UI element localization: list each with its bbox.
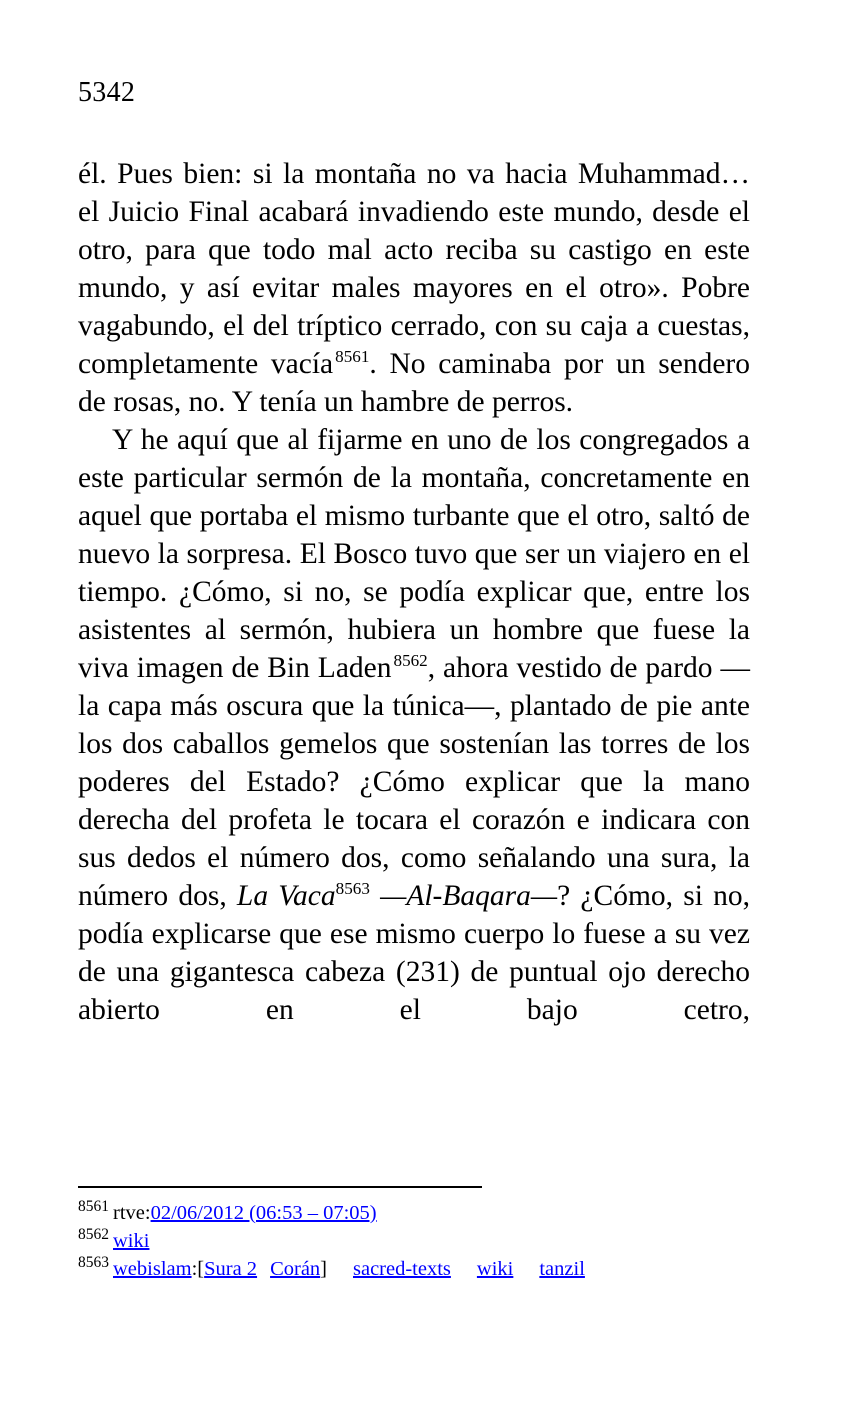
paragraph-2-text-part-4: ? ¿Cómo, si no, podía explicarse que ese mismo cuerpo lo fuese a su vez de una gigantesca cabeza (231) de puntual ojo derecho abierto en el bajo cetro,	[78, 880, 751, 1026]
footnote-area	[78, 1186, 778, 1284]
paragraph-1-text-part-1: él. Pues bien: si la montaña no va hacia Muhammad… el Juicio Final acabará invadiendo este mundo, desde el otro, para que todo mal acto reciba su castigo en este mundo, y así evitar males mayores en el otro». Pobre vagabundo, el del tríptico cerrado, con su caja a cuestas, completamente vacía	[78, 158, 750, 380]
footnote-reference-8562[interactable]: 8562	[393, 651, 428, 671]
footnote-number-8561: 8561	[78, 1198, 109, 1216]
paragraph-1	[78, 155, 750, 421]
work-title-al-baqara: —Al-Baqara—	[380, 880, 558, 912]
footnote-reference-8561[interactable]: 8561	[335, 347, 370, 367]
footnote-8563-open-bracket: :[	[191, 1258, 205, 1280]
page-number: 5342	[78, 77, 136, 108]
work-title-la-vaca: La Vaca	[236, 880, 336, 912]
footnote-separator-rule	[78, 1186, 482, 1188]
footnote-reference-8563[interactable]: 8563	[335, 879, 370, 899]
footnote-8563-link-sacred-texts[interactable]: sacred-texts	[353, 1258, 451, 1280]
footnote-8561-prefix: rtve:	[113, 1202, 151, 1224]
paragraph-2	[78, 421, 750, 1029]
footnote-8563-link-tanzil[interactable]: tanzil	[539, 1258, 585, 1280]
page-body-text	[78, 155, 750, 1029]
footnote-8563-link-sura-2[interactable]: Sura 2	[204, 1258, 258, 1280]
footnote-8563-close-bracket: ]	[320, 1258, 327, 1280]
paragraph-2-text-part-1: Y he aquí que al fijarme en uno de los congregados a este particular sermón de la montaña, concretamente en aquel que portaba el mismo turbante que el otro, saltó de nuevo la sorpresa. El Bosco tuvo que ser un viajero en el tiempo. ¿Cómo, si no, se podía explicar que, entre los asistentes al sermón, hubiera un hombre que fuese la viva imagen de Bin Laden	[78, 424, 750, 684]
footnote-number-8563: 8563	[78, 1254, 109, 1272]
footnote-8562	[78, 1228, 778, 1255]
footnote-number-8562: 8562	[78, 1226, 109, 1244]
footnote-8563-link-wiki[interactable]: wiki	[476, 1258, 514, 1280]
footnote-8561	[78, 1200, 778, 1227]
footnote-8563	[78, 1256, 778, 1283]
footnote-8563-link-webislam[interactable]: webislam	[113, 1258, 192, 1280]
footnote-8563-link-coran[interactable]: Corán	[270, 1258, 321, 1280]
paragraph-1-text-part-2: . No caminaba por un sendero de rosas, no. Y tenía un hambre de perros.	[78, 348, 750, 418]
footnote-8562-link-wiki[interactable]: wiki	[113, 1230, 150, 1252]
paragraph-2-text-part-3	[370, 880, 380, 912]
footnote-8561-link-rtve[interactable]: 02/06/2012 (06:53 – 07:05)	[150, 1202, 377, 1224]
paragraph-2-text-part-2: , ahora vestido de pardo —la capa más oscura que la túnica—, plantado de pie ante los dos caballos gemelos que sostenían las torres de los poderes del Estado? ¿Cómo explicar que la mano derecha del profeta le tocara el corazón e indicara con sus dedos el número dos, como señalando una sura, la número dos,	[78, 652, 750, 912]
